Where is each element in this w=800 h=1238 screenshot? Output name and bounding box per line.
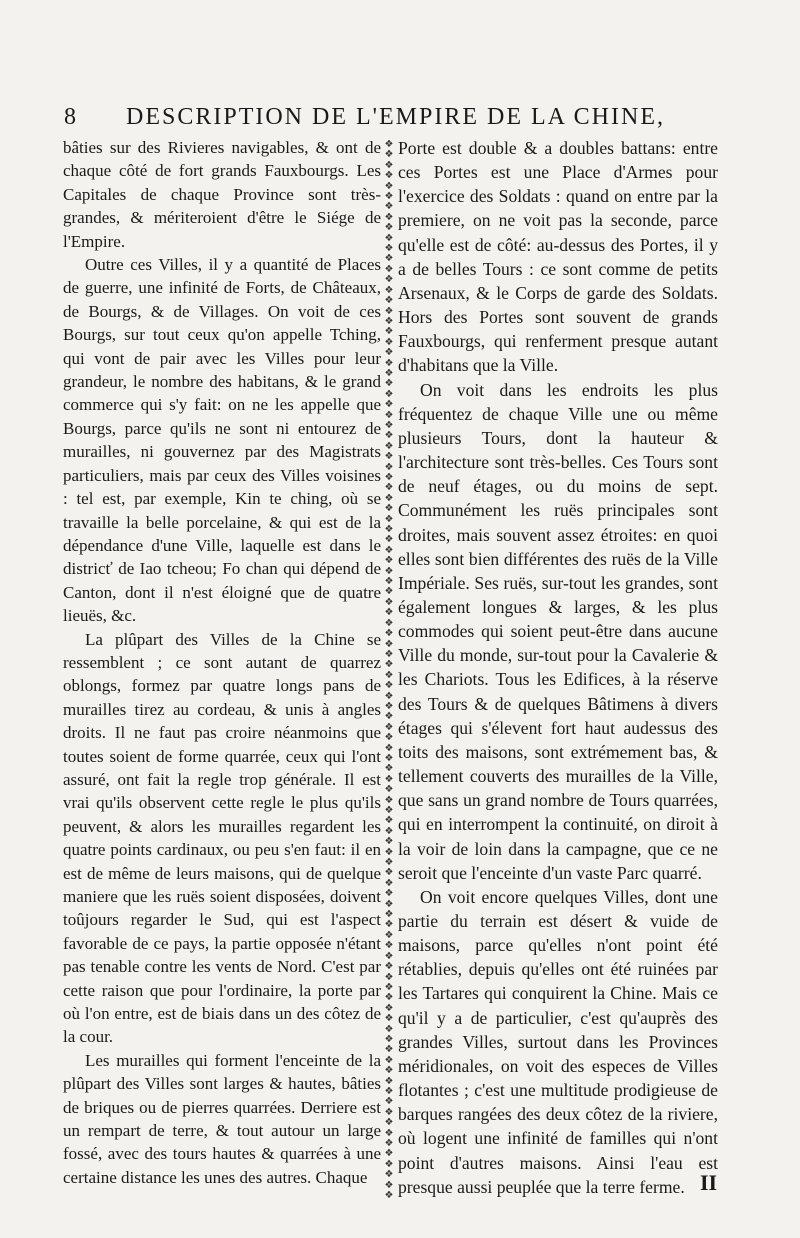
left-column bbox=[63, 136, 381, 1189]
paragraph: On voit dans les endroits les plus fréquentez de chaque Ville une ou même plusieurs Tours, dont la hauteur & l'architecture sont très-belles. Ces Tours sont de neuf étages, ou du moins de sept. Communément les ruës principales sont droites, mais souvent assez étroites: en quoi elles sont bien différentes des ruës de la Ville Impériale. Ses ruës, sur-tout les grandes, sont également longues & larges, & les plus commodes qui soient peut-être dans aucune Ville du monde, sur-tout pour la Cavalerie & les Chariots. Tous les Edifices, à la réserve des Tours & de quelques Bâtimens à divers étages qui s'élevent fort haut audessus des toits des maisons, sont extrémement bas, & tellement couverts des murailles de la Ville, que sans un grand nombre de Tours quarrées, qui en interrompent la continuité, on diroit à la voir de loin dans la campagne, que ce ne seroit que l'enceinte d'un vaste Parc quarré. bbox=[398, 379, 718, 883]
paragraph: Outre ces Villes, il y a quantité de Places de guerre, une infinité de Forts, de Châteaux, de Bourgs, & de Villages. On voit de ces Bourgs, sur tout ceux qu'on appelle Tching, qui vont de pair avec les Villes pour leur grandeur, le nombre des habitans, & le grand commerce qui s'y fait: on ne les appelle que Bourgs, parce qu'ils ne sont ni entourez de murailles, ni gouvernez par des Magistrats particuliers, mais par ceux des Villes voisines : tel est, par exemple, Kin te ching, où se travaille la belle porcelaine, & qui est de la dépendance d'une Ville, laquelle est dans le districť de Iao tcheou; Fo chan qui dépend de Canton, dont il n'est éloigné que de quatre lieuës, &c. bbox=[63, 255, 381, 626]
signature-mark: II bbox=[700, 1170, 718, 1195]
page-title: DESCRIPTION DE L'EMPIRE DE LA CHINE, bbox=[126, 104, 665, 130]
paragraph: La plûpart des Villes de la Chine se ressemblent ; ce sont autant de quarrez oblongs, formez par quatre longs pans de murailles tirez au cordeau, & unis à angles droits. Il ne faut pas croire néanmoins que toutes soient de forme quarrée, ceux qui l'ont assuré, ont fait la regle trop générale. Il est vrai qu'ils observent cette regle le plus qu'ils peuvent, & alors les murailles regardent les quatre points cardinaux, ou peu s'en faut: il en est de même de leurs maisons, qui de quelque maniere que les ruës soient disposées, doivent toûjours regarder le Sud, qui est l'aspect favorable de ce pays, la partie opposée n'étant pas tenable contre les vents de Nord. C'est par cette raison que pour l'ordinaire, la porte par où l'on entre, est de biais dans un des côtez de la cour. bbox=[63, 629, 381, 1047]
ornamental-column-divider: ❖ ❖ ❖ ❖ ❖ ❖ ❖ ❖ ❖ ❖ ❖ ❖ ❖ ❖ ❖ ❖ ❖ ❖ ❖ ❖ ❖ ❖ ❖ ❖ ❖ ❖ ❖ ❖ ❖ ❖ ❖ ❖ ❖ ❖ ❖ ❖ ❖ ❖ ❖ ❖ ❖ ❖ ❖ ❖ ❖ ❖ ❖ ❖ ❖ ❖ ❖ ❖ ❖ ❖ ❖ ❖ ❖ ❖ ❖ ❖ ❖ ❖ ❖ ❖ ❖ ❖ ❖ ❖ ❖ ❖ ❖ ❖ ❖ ❖ ❖ ❖ ❖ ❖ ❖ ❖ ❖ ❖ ❖ ❖ ❖ ❖ ❖ ❖ ❖ ❖ ❖ ❖ ❖ ❖ ❖ ❖ ❖ ❖ ❖ ❖ ❖ ❖ bbox=[384, 140, 394, 1202]
paragraph: Porte est double & a doubles battans: entre ces Portes est une Place d'Armes pour l'exercice des Soldats : quand on entre par la premiere, on ne voit pas la seconde, parce qu'elle est de côté: au-dessus des Portes, il y a de belles Tours : ce sont comme de petits Arsenaux, & le Corps de garde des Soldats. Hors des Portes sont souvent de grands Fauxbourgs, qui renferment presque autant d'habitans que la Ville. bbox=[398, 138, 718, 376]
page-number: 8 bbox=[64, 104, 78, 130]
running-head bbox=[64, 104, 724, 131]
right-column bbox=[398, 136, 718, 1199]
paragraph: Les murailles qui forment l'enceinte de la plûpart des Villes sont larges & hautes, bâties de briques ou de pierres quarrées. Derriere est un rempart de terre, & tout autour un large fossé, avec des tours hautes & quarrées à une certaine distance les unes des autres. Chaque bbox=[63, 1050, 381, 1187]
paragraph: On voit encore quelques Villes, dont une partie du terrain est désert & vuide de maisons, parce qu'elles n'ont point été rétablies, depuis qu'elles ont été ruinées par les Tartares qui conquirent la Chine. Mais ce qu'il y a de particulier, c'est qu'auprès des grandes Villes, surtout dans les Provinces méridionales, on voit des especes de Villes flotantes ; c'est une multitude prodigieuse de barques rangées des deux côtez de la riviere, où logent une infinité de familles qui n'ont point d'autres maisons. Ainsi l'eau est presque aussi peuplée que la terre ferme. bbox=[398, 886, 718, 1197]
paragraph: bâties sur des Rivieres navigables, & ont de chaque côté de fort grands Fauxbourgs. Les Capitales de chaque Province sont très-grandes, & mériteroient d'être le Siége de l'Empire. bbox=[63, 138, 381, 251]
